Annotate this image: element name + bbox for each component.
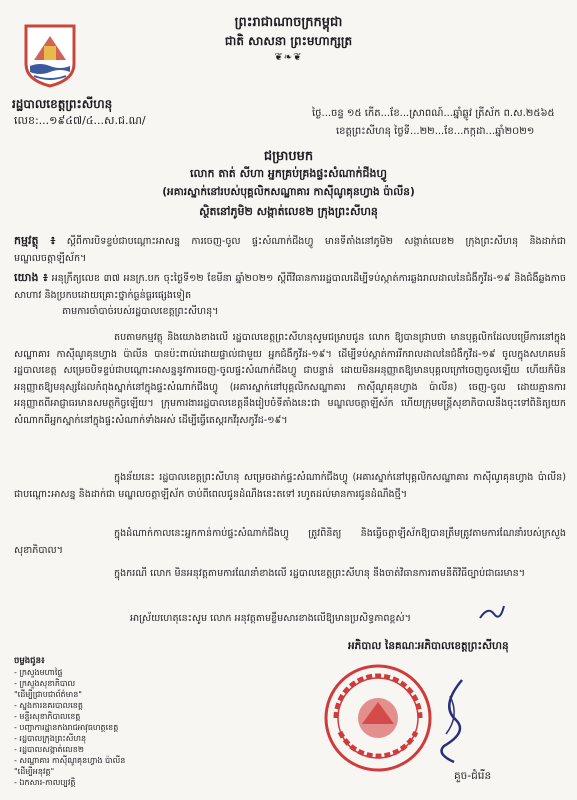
- signatory-name: គួច-ជំរើន: [454, 770, 492, 782]
- reference-section: [14, 270, 566, 321]
- lunar-date: ថ្ងៃ...ចន្ទ ១៥ កើត...ខែ...ស្រាពណ៍...ឆ្នាំឆ្លូវ ត្រីស័ក ព.ស.២៥៦៥: [312, 108, 555, 119]
- handwritten-signature-icon: [432, 676, 472, 766]
- closing-line: អាស្រ័យហេតុនេះសូម លោក អនុវត្តតាមខ្លឹមសារខាងលើឱ្យមានប្រសិទ្ធភាពខ្ពស់។: [130, 613, 411, 624]
- subject-label: កម្មវត្ថុ ៖: [14, 234, 56, 247]
- copy-to-item: "ដើម្បីអនុវត្ត": [14, 767, 55, 776]
- addressee-building: (អគារស្នាក់នៅរបស់បុគ្គលិកសណ្ឋាគារ កាស៊ីណូគុនហ្វាង ប៉ាលីន): [162, 186, 415, 198]
- copy-to-item: - រដ្ឋបាលសង្កាត់លេខ២: [14, 745, 84, 754]
- national-motto: ជាតិ សាសនា ព្រះមហាក្សត្រ: [224, 34, 353, 48]
- copy-to-item: - បញ្ជាការដ្ឋានកងរាជអាវុធហត្ថខេត្ត: [14, 723, 119, 732]
- copy-to-item: - មន្ទីរសុខាភិបាលខេត្ត: [14, 712, 81, 721]
- addressee-location: ស្ថិតនៅភូមិ២ សង្កាត់លេខ២ ក្រុងព្រះសីហនុ: [199, 205, 378, 218]
- copy-to-item: - រដ្ឋបាលក្រុងព្រះសីហនុ: [14, 734, 87, 743]
- issuing-authority: រដ្ឋបាលខេត្តព្រះសីហនុ: [12, 97, 113, 111]
- official-seal-icon: [322, 662, 434, 774]
- reference-label: យោង ៖: [14, 271, 48, 284]
- province-emblem-logo: [20, 20, 80, 88]
- copy-to-item: - ក្រសួងមហាផ្ទៃ: [14, 668, 63, 677]
- reference-item: អនុក្រឹត្យលេខ ៣៧ អនក្រ.បក ចុះថ្ងៃទី១២ ខែមីនា ឆ្នាំ២០២១ ស្តីពីវិធានការរដ្ឋបាលដើម្បីទប់ស្កាត់ការឆ្លងរាលដាលនៃជំងឺកូវីដ-១៩ និងជំងឺឆ្លងកាចសាហាវ និងប្រកបដោយគ្រោះថ្នាក់ធ្ងន់ធ្ងរផ្សេងទៀត: [14, 273, 567, 301]
- copy-to-list: [14, 656, 134, 788]
- copy-to-item: - សណ្ឋាគារ កាស៊ីណូគុនហ្វាង ប៉ាលីន: [14, 756, 126, 765]
- copy-to-item: "ដើម្បីជ្រាបជាព័ត៌មាន": [14, 690, 82, 699]
- body-paragraph: ក្នុងន័យនេះ រដ្ឋបាលខេត្តព្រះសីហនុ សម្រេចដាក់ផ្ទះសំណាក់ជីងហ្វូ (អគារស្នាក់នៅបុគ្គលិកសណ្ឋាគារ កាស៊ីណូគុនហ្វាង ប៉ាលីន) ជាបណ្ដោះអាសន្ន និងដាក់ជា មណ្ឌលចត្តាឡីស័ក ចាប់ពីពេលជូនដំណឹងនេះតទៅ រហូតដល់មានការជូនដំណឹងថ្មី។: [14, 472, 566, 500]
- kingdom-heading: ព្រះរាជាណាចក្រកម្ពុជា: [234, 15, 343, 30]
- solar-date: ខេត្តព្រះសីហនុ ថ្ងៃទី...២២...ខែ...កក្កដា...ឆ្នាំ២០២១: [336, 126, 535, 137]
- body-paragraph: ក្នុងដំណាក់កាលនេះអ្នកកាន់កាប់ផ្ទះសំណាក់ជីងហ្វូ ត្រូវពិនិត្យ និងធ្វើចត្តាឡីស័កឱ្យបានត្រឹមត្រូវតាមការណែនាំរបស់ក្រសួងសុខាភិបាល។: [14, 528, 566, 556]
- body-paragraph: តបតាមកម្មវត្ថុ និងយោងខាងលើ រដ្ឋបាលខេត្តព្រះសីហនុសូមជម្រាបជូន លោក ឱ្យបានជ្រាបថា មានបុគ្គលិកដែលបម្រើការនៅក្នុងសណ្ឋាគារ កាស៊ីណូគុនហ្វាង ប៉ាលីន បានប៉ះពាល់ដោយផ្ទាល់ជាមួយ អ្នកជំងឺកូវីដ-១៩។ ដើម្បីទប់ស្កាត់ការរីករាលដាលនៃជំងឺកូវីដ-១៩ ចូលក្នុងសហគមន៍ រដ្ឋបាលខេត្ត សម្រេចបិទខ្ទប់ជាបណ្តោះអាសន្ននូវការចេញ-ចូលផ្ទះសំណាក់ជីងហ្វូ ជាបន្ទាន់ ដោយមិនអនុញ្ញាតឱ្យមានបុគ្គលក្រៅចេញចូលឡើយ ហើយក៏មិនអនុញ្ញាតឱ្យមនុស្សដែលកំពុងស្នាក់នៅក្នុងផ្ទះសំណាក់ជីងហ្វូ (អគារស្នាក់នៅបុគ្គលិកសណ្ឋាគារ កាស៊ីណូគុនហ្វាង ប៉ាលីន) ចេញ-ចូល ដោយគ្មានការអនុញ្ញាតពីអាជ្ញាធរមានសមត្ថកិច្ចឡើយ។ ក្រុមការងាររដ្ឋបាលខេត្តនឹងរៀបចំទីតាំងនេះជា មណ្ឌលចត្តាឡីស័ក ហើយក្រុមមន្ត្រីសុខាភិបាលនឹងចុះទៅពិនិត្យយកសំណាកពីអ្នកស្នាក់នៅក្នុងផ្ទះសំណាក់ទាំងអស់ ដើម្បីធ្វើតេស្តរកវីរុសកូវីដ-១៩។: [14, 332, 566, 426]
- reference-item: តាមការចាំបាច់របស់រដ្ឋបាលខេត្តព្រះសីហនុ។: [62, 306, 219, 317]
- copy-to-heading: ចម្លងជូន៖: [14, 656, 45, 666]
- subject-section: [14, 233, 566, 267]
- body-paragraph: ក្នុងករណី លោក មិនអនុវត្តតាមការណែនាំខាងលើ រដ្ឋបាលខេត្តព្រះសីហនុ នឹងចាត់វិធានការតាមនីតិវិធីច្បាប់ជាធរមាន។: [114, 568, 526, 579]
- copy-to-item: - ក្រសួងសុខាភិបាល: [14, 679, 76, 688]
- addressee: លោក តាត់ សីហា អ្នកគ្រប់គ្រងផ្ទះសំណាក់ជីងហ្វូ: [190, 167, 387, 180]
- signatory-title: អភិបាល នៃគណៈអភិបាលខេត្តព្រះសីហនុ: [348, 640, 509, 652]
- subject-text: ស្ដីពីការបិទខ្ទប់ជាបណ្ដោះអាសន្ន ការចេញ-ចូល ផ្ទះសំណាក់ជីងហ្វូ មានទីតាំងនៅភូមិ២ សង្កាត់លេខ២ ក្រុងព្រះសីហនុ និងដាក់ជាមណ្ឌលចត្តាឡីស័ក។: [14, 236, 566, 264]
- reference-number: លេខ:...១៩៤៧/៤...ស.ជ.ណ/: [14, 114, 146, 127]
- initial-mark-icon: [478, 602, 506, 624]
- ornament-divider: ❦❧❦: [274, 52, 303, 63]
- salutation: ជម្រាបមក: [263, 149, 314, 164]
- copy-to-item: - ស្នងការនគរបាលខេត្ត: [14, 701, 83, 710]
- copy-to-item: - ឯកសារ-កាលប្បវត្តិ: [14, 778, 76, 787]
